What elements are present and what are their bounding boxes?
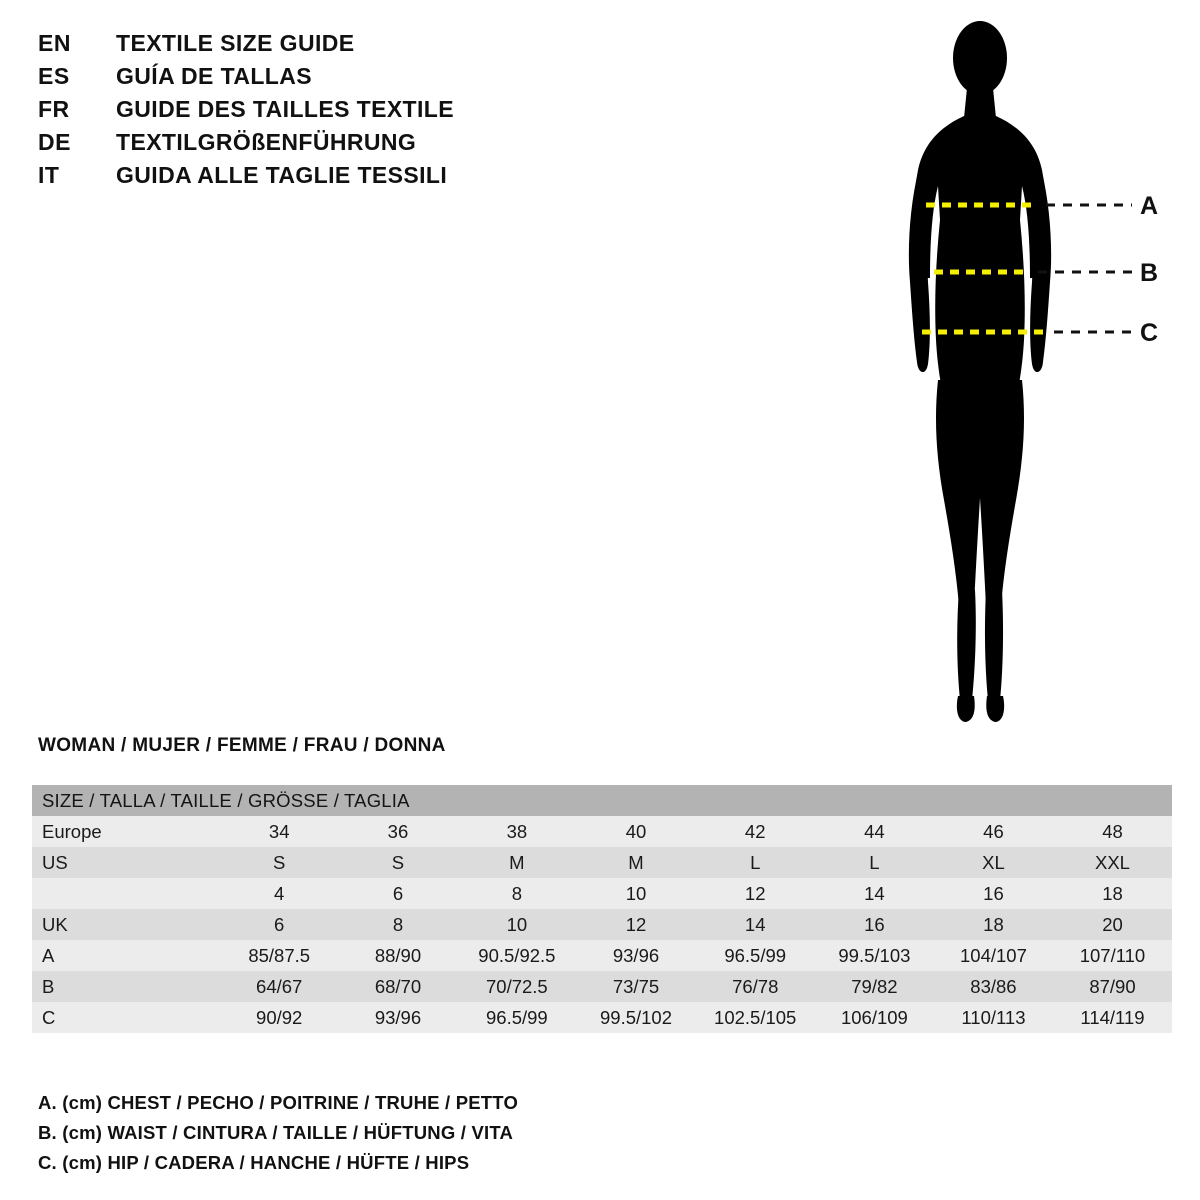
title-text-fr: GUIDE DES TAILLES TEXTILE xyxy=(116,96,454,122)
cell-c-4: 99.5/102 xyxy=(576,1002,695,1033)
title-row-es xyxy=(38,63,558,96)
cell-uk-8: 20 xyxy=(1053,909,1172,940)
cell-a-6: 99.5/103 xyxy=(815,940,934,971)
title-row-de xyxy=(38,129,558,162)
cell-a-3: 90.5/92.5 xyxy=(457,940,576,971)
cell-usnum-4: 10 xyxy=(576,878,695,909)
waist-marker-label: B xyxy=(1140,259,1159,287)
footnote-hip: C. (cm) HIP / CADERA / HANCHE / HÜFTE / HIPS xyxy=(38,1152,470,1173)
cell-c-1: 90/92 xyxy=(220,1002,339,1033)
cell-b-3: 70/72.5 xyxy=(457,971,576,1002)
cell-c-3: 96.5/99 xyxy=(457,1002,576,1033)
row-label-b: B xyxy=(32,971,220,1002)
cell-us-8: XXL xyxy=(1053,847,1172,878)
cell-b-6: 79/82 xyxy=(815,971,934,1002)
cell-c-6: 106/109 xyxy=(815,1002,934,1033)
cell-c-7: 110/113 xyxy=(934,1002,1053,1033)
cell-usnum-5: 12 xyxy=(696,878,815,909)
cell-usnum-6: 14 xyxy=(815,878,934,909)
cell-us-2: S xyxy=(339,847,458,878)
cell-europe-6: 44 xyxy=(815,816,934,847)
cell-b-8: 87/90 xyxy=(1053,971,1172,1002)
cell-europe-4: 40 xyxy=(576,816,695,847)
title-row-it xyxy=(38,162,558,195)
table-header-row xyxy=(32,785,1172,816)
chest-marker-label: A xyxy=(1140,192,1159,220)
female-silhouette-icon xyxy=(909,21,1051,722)
cell-c-8: 114/119 xyxy=(1053,1002,1172,1033)
title-row-en xyxy=(38,30,558,63)
cell-europe-3: 38 xyxy=(457,816,576,847)
cell-b-4: 73/75 xyxy=(576,971,695,1002)
footnotes xyxy=(38,1088,738,1178)
title-text-it: GUIDA ALLE TAGLIE TESSILI xyxy=(116,162,448,188)
cell-us-1: S xyxy=(220,847,339,878)
table-header-label: SIZE / TALLA / TAILLE / GRÖSSE / TAGLIA xyxy=(32,785,1172,816)
section-label-woman: WOMAN / MUJER / FEMME / FRAU / DONNA xyxy=(38,735,446,756)
title-text-en: TEXTILE SIZE GUIDE xyxy=(116,30,355,56)
cell-us-5: L xyxy=(696,847,815,878)
cell-us-6: L xyxy=(815,847,934,878)
cell-b-1: 64/67 xyxy=(220,971,339,1002)
cell-uk-1: 6 xyxy=(220,909,339,940)
cell-usnum-2: 6 xyxy=(339,878,458,909)
size-table xyxy=(32,785,1172,1033)
cell-us-7: XL xyxy=(934,847,1053,878)
title-text-de: TEXTILGRÖßENFÜHRUNG xyxy=(116,129,417,155)
cell-us-4: M xyxy=(576,847,695,878)
table-row xyxy=(32,971,1172,1002)
cell-europe-8: 48 xyxy=(1053,816,1172,847)
cell-usnum-8: 18 xyxy=(1053,878,1172,909)
cell-usnum-7: 16 xyxy=(934,878,1053,909)
cell-uk-5: 14 xyxy=(696,909,815,940)
cell-a-7: 104/107 xyxy=(934,940,1053,971)
cell-c-2: 93/96 xyxy=(339,1002,458,1033)
cell-a-4: 93/96 xyxy=(576,940,695,971)
row-label-europe: Europe xyxy=(32,816,220,847)
cell-usnum-1: 4 xyxy=(220,878,339,909)
row-label-uk: UK xyxy=(32,909,220,940)
cell-uk-2: 8 xyxy=(339,909,458,940)
cell-europe-1: 34 xyxy=(220,816,339,847)
table-row xyxy=(32,909,1172,940)
row-label-c: C xyxy=(32,1002,220,1033)
title-block xyxy=(38,30,558,195)
footnote-waist: B. (cm) WAIST / CINTURA / TAILLE / HÜFTUNG / VITA xyxy=(38,1122,514,1143)
cell-a-2: 88/90 xyxy=(339,940,458,971)
title-text-es: GUÍA DE TALLAS xyxy=(116,63,312,89)
cell-uk-4: 12 xyxy=(576,909,695,940)
cell-a-5: 96.5/99 xyxy=(696,940,815,971)
language-code-es: ES xyxy=(38,63,70,89)
cell-b-5: 76/78 xyxy=(696,971,815,1002)
language-code-fr: FR xyxy=(38,96,70,122)
footnote-chest: A. (cm) CHEST / PECHO / POITRINE / TRUHE / PETTO xyxy=(38,1092,519,1113)
language-code-de: DE xyxy=(38,129,71,155)
table-row xyxy=(32,878,1172,909)
body-measurement-figure xyxy=(860,10,1190,740)
cell-us-3: M xyxy=(457,847,576,878)
table-row xyxy=(32,816,1172,847)
language-code-it: IT xyxy=(38,162,60,188)
cell-europe-7: 46 xyxy=(934,816,1053,847)
table-row xyxy=(32,940,1172,971)
row-label-us: US xyxy=(32,847,220,878)
cell-europe-2: 36 xyxy=(339,816,458,847)
row-label-a: A xyxy=(32,940,220,971)
cell-a-8: 107/110 xyxy=(1053,940,1172,971)
cell-uk-7: 18 xyxy=(934,909,1053,940)
cell-a-1: 85/87.5 xyxy=(220,940,339,971)
row-label-us-numeric xyxy=(32,878,220,909)
cell-europe-5: 42 xyxy=(696,816,815,847)
hip-marker-label: C xyxy=(1140,319,1159,347)
table-row xyxy=(32,1002,1172,1033)
cell-b-2: 68/70 xyxy=(339,971,458,1002)
cell-c-5: 102.5/105 xyxy=(696,1002,815,1033)
table-row xyxy=(32,847,1172,878)
title-row-fr xyxy=(38,96,558,129)
language-code-en: EN xyxy=(38,30,71,56)
cell-uk-6: 16 xyxy=(815,909,934,940)
cell-usnum-3: 8 xyxy=(457,878,576,909)
cell-uk-3: 10 xyxy=(457,909,576,940)
cell-b-7: 83/86 xyxy=(934,971,1053,1002)
